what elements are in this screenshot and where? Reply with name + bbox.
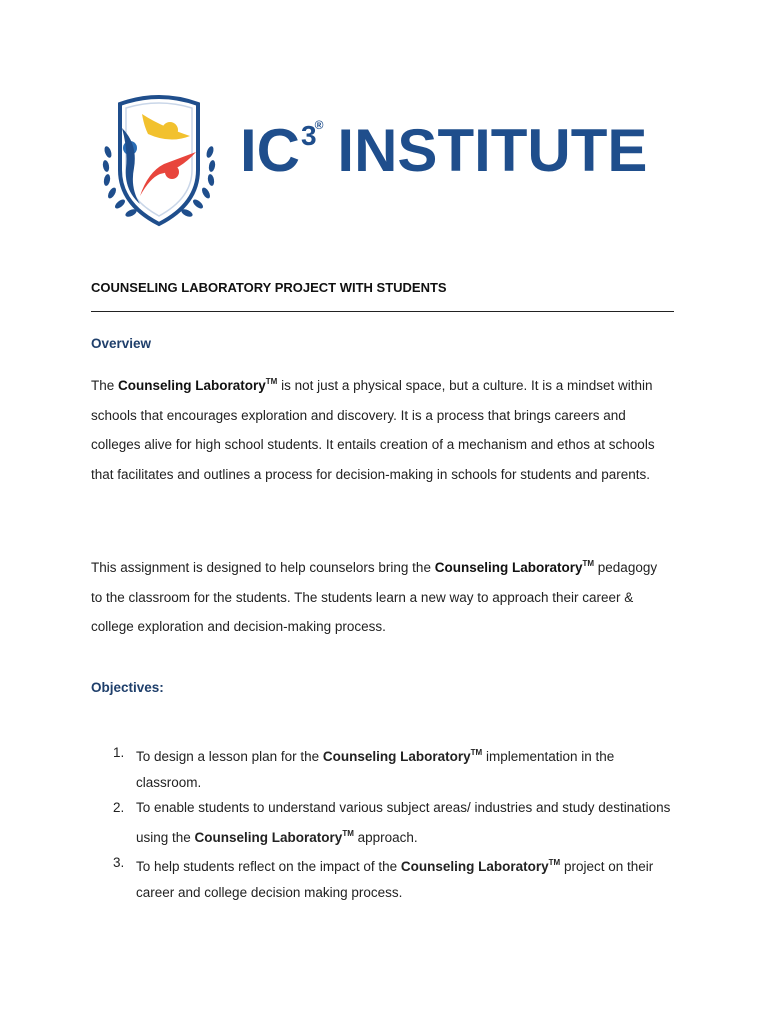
- ic3-institute-logo: [98, 92, 678, 232]
- objective-item: [91, 795, 671, 850]
- p2-product-name: Counseling Laboratory: [434, 560, 583, 575]
- brand-word: INSTITUTE: [337, 117, 648, 184]
- objective-text-before: To enable students to understand various subject areas/ industries and study destinations using the: [136, 800, 671, 845]
- objective-text-after: project on their career and college decision making process.: [136, 859, 654, 900]
- p1-trademark: TM: [265, 377, 278, 386]
- document-title: COUNSELING LABORATORY PROJECT WITH STUDENTS: [91, 280, 447, 295]
- overview-paragraph-2: [91, 549, 666, 642]
- brand-superscript: 3: [301, 120, 317, 151]
- p2-text-before: This assignment is designed to help counselors bring the: [91, 560, 435, 575]
- objective-text-before: To help students reflect on the impact of the: [136, 859, 401, 874]
- objective-number: 2.: [113, 800, 125, 815]
- objective-trademark: TM: [470, 748, 483, 757]
- objectives-list: [91, 740, 671, 905]
- brand-main: IC: [240, 117, 300, 184]
- p1-text-before: The: [91, 378, 119, 393]
- objective-number: 1.: [113, 745, 125, 760]
- objective-text-after: implementation in the classroom.: [136, 749, 615, 790]
- overview-heading: Overview: [91, 336, 152, 351]
- p1-product-name: Counseling Laboratory: [118, 378, 266, 393]
- title-divider: [91, 311, 674, 312]
- p2-text-after: pedagogy to the classroom for the students. The students learn a new way to approach their career & college exploration and decision-making process.: [91, 560, 658, 634]
- p2-trademark: TM: [582, 559, 595, 568]
- overview-paragraph-1: [91, 367, 671, 489]
- objective-trademark: TM: [548, 858, 561, 867]
- objective-item: [91, 850, 671, 905]
- objective-text-after: approach.: [353, 829, 418, 845]
- objective-trademark: TM: [342, 828, 354, 838]
- objective-text-before: To design a lesson plan for the: [136, 749, 323, 764]
- brand-wordmark: [240, 116, 647, 202]
- objective-product-name: Counseling Laboratory: [400, 859, 549, 874]
- registered-mark: ®: [314, 118, 324, 132]
- crest-emblem-icon: [98, 92, 220, 232]
- p1-text-after: is not just a physical space, but a culture. It is a mindset within schools that encourages exploration and discovery. It is a process that brings careers and colleges alive for high school students. It entails creation of a mechanism and ethos at schools that facilitates and outlines a process for decision-making in schools for students and parents.: [91, 378, 655, 482]
- objective-product-name: Counseling Laboratory: [194, 829, 343, 845]
- objective-number: 3.: [113, 855, 125, 870]
- objectives-heading: Objectives:: [91, 680, 164, 695]
- objective-item: [91, 740, 671, 795]
- objective-product-name: Counseling Laboratory: [322, 749, 471, 764]
